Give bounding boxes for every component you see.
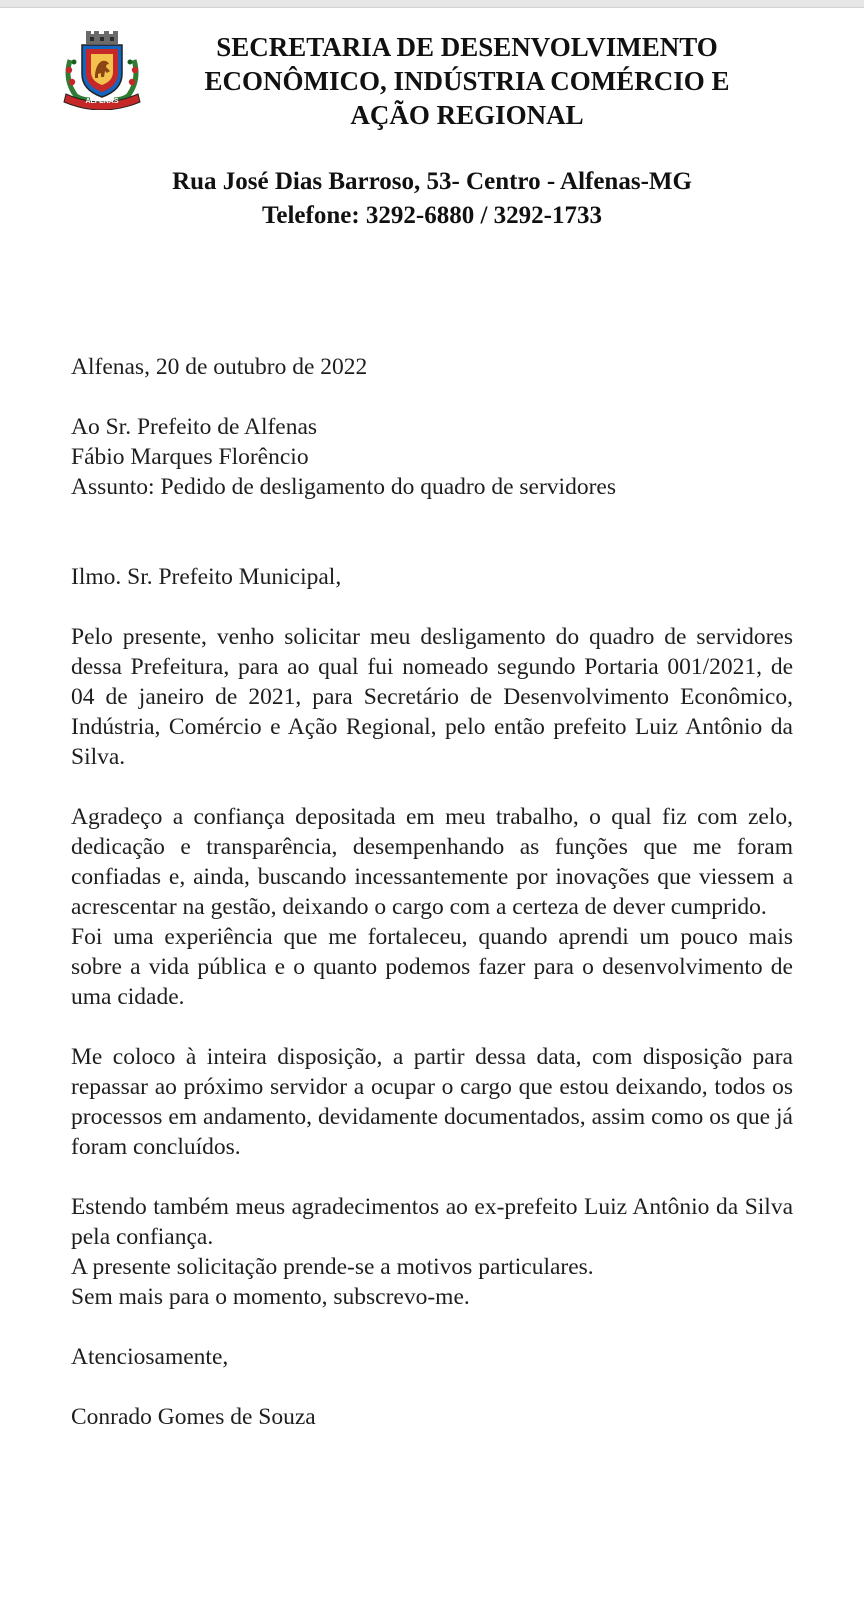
closing: Atenciosamente, xyxy=(71,1344,229,1370)
department-title xyxy=(160,30,774,132)
department-title-line: AÇÃO REGIONAL xyxy=(350,100,584,130)
department-contact xyxy=(60,165,804,233)
crest-ribbon-text: ALFENAS xyxy=(85,98,119,105)
paragraph: Estendo também meus agradecimentos ao ex-prefeito Luiz Antônio da Silva pela confiança. xyxy=(71,1194,793,1250)
alfenas-crest-icon xyxy=(60,30,144,110)
department-address: Rua José Dias Barroso, 53- Centro - Alfenas-MG xyxy=(172,168,692,195)
paragraph: Sem mais para o momento, subscrevo-me. xyxy=(71,1284,470,1310)
paragraph: Foi uma experiência que me fortaleceu, quando aprendi um pouco mais sobre a vida pública e o quanto podemos fazer para o desenvolvimento de uma cidade. xyxy=(71,924,793,1010)
letter-subject: Assunto: Pedido de desligamento do quadro de servidores xyxy=(71,474,616,500)
department-title-line: SECRETARIA DE DESENVOLVIMENTO xyxy=(216,32,718,62)
recipient-block xyxy=(71,412,793,502)
recipient-line: Ao Sr. Prefeito de Alfenas xyxy=(71,414,318,440)
paragraph: Agradeço a confiança depositada em meu trabalho, o qual fiz com zelo, dedicação e transparência, desempenhando as funções que me foram confiadas e, ainda, buscando incessantemente por inovações que viessem a acrescentar na gestão, deixando o cargo com a certeza de dever cumprido. xyxy=(71,804,793,920)
recipient-name: Fábio Marques Florêncio xyxy=(71,444,309,470)
salutation: Ilmo. Sr. Prefeito Municipal, xyxy=(71,564,342,590)
letter-body xyxy=(71,352,793,1432)
signature-name: Conrado Gomes de Souza xyxy=(71,1404,316,1430)
department-title-line: ECONÔMICO, INDÚSTRIA COMÉRCIO E xyxy=(204,66,730,96)
paragraph: Me coloco à inteira disposição, a partir dessa data, com disposição para repassar ao próximo servidor a ocupar o cargo que estou deixando, todos os processos em andamento, devidamente documentados, assim como os que já foram concluídos. xyxy=(71,1044,793,1160)
place-and-date: Alfenas, 20 de outubro de 2022 xyxy=(71,354,368,380)
paragraph: Pelo presente, venho solicitar meu desligamento do quadro de servidores dessa Prefeitura, para ao qual fui nomeado segundo Portaria 001/2021, de 04 de janeiro de 2021, para Secretário de Desenvolvimento Econômico, Indústria, Comércio e Ação Regional, pelo então prefeito Luiz Antônio da Silva. xyxy=(71,624,793,770)
top-border xyxy=(0,0,864,8)
department-phone: Telefone: 3292-6880 / 3292-1733 xyxy=(261,202,602,229)
paragraph: A presente solicitação prende-se a motivos particulares. xyxy=(71,1254,594,1280)
